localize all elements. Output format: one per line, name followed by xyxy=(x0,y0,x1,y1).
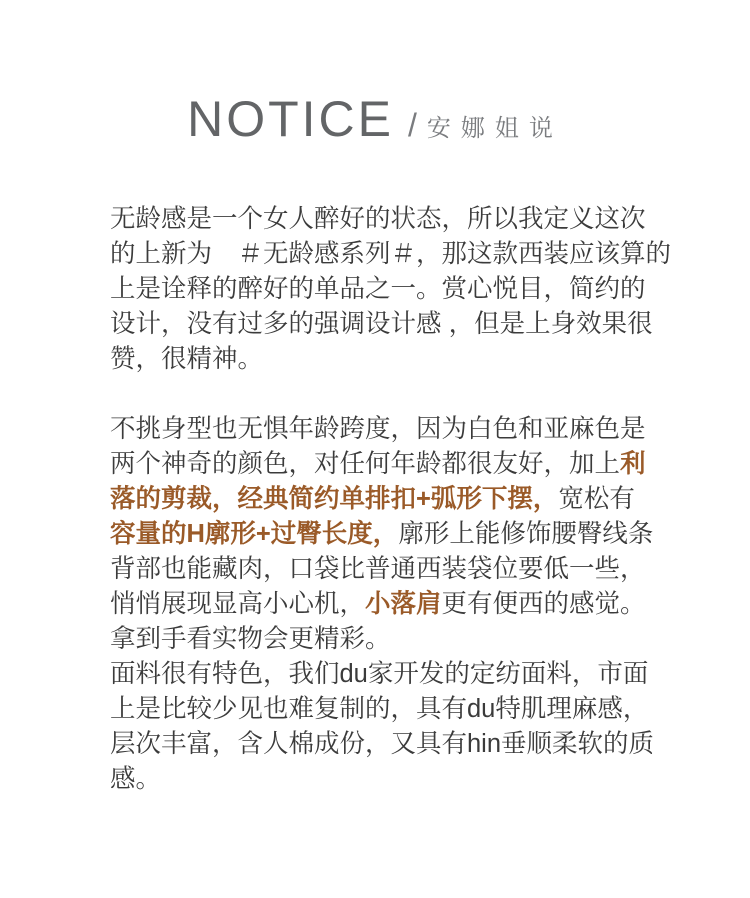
highlighted-text-segment: 小落肩 xyxy=(365,590,442,618)
paragraph xyxy=(110,202,670,377)
text-line xyxy=(110,237,670,272)
article-text xyxy=(110,202,670,797)
slash-separator: / xyxy=(408,107,417,143)
text-line xyxy=(110,412,670,447)
text-segment: 赞，很精神。 xyxy=(110,345,264,373)
text-line xyxy=(110,552,670,587)
text-segment: 不挑身型也无惧年龄跨度，因为白色和亚麻色是 xyxy=(110,415,646,443)
text-segment: 廓形上能修饰腰臀线条 xyxy=(398,520,654,548)
text-segment: 宽松有 xyxy=(558,485,635,513)
text-line xyxy=(110,657,670,692)
text-line xyxy=(110,447,670,482)
text-line xyxy=(110,202,670,237)
text-line xyxy=(110,692,670,727)
text-line xyxy=(110,727,670,762)
text-segment: 设计，没有过多的强调设计感 ，但是上身效果很 xyxy=(110,310,653,338)
text-segment: 两个神奇的颜色，对任何年龄都很友好，加上 xyxy=(110,450,621,478)
text-line xyxy=(110,587,670,622)
text-segment: 悄悄展现显高小心机， xyxy=(110,590,366,618)
text-line xyxy=(110,762,670,797)
text-line xyxy=(110,307,670,342)
text-segment: 感。 xyxy=(110,765,162,793)
text-line xyxy=(110,482,670,517)
text-segment: 层次丰富，含人棉成份，又具有hin垂顺柔软的质 xyxy=(110,730,655,758)
header-subtitle: 安娜姐说 xyxy=(426,115,563,142)
paragraph xyxy=(110,412,670,797)
text-segment: 的上新为 ＃无龄感系列＃，那这款西装应该算的 xyxy=(110,240,672,268)
text-segment: 拿到手看实物会更精彩。 xyxy=(110,625,391,653)
highlighted-text-segment: 利 xyxy=(620,450,646,478)
highlighted-text-segment: 容量的H廓形+过臀长度， xyxy=(110,520,399,548)
text-segment: 上是比较少见也难复制的，具有du特肌理麻感， xyxy=(110,695,649,723)
text-line xyxy=(110,517,670,552)
text-line xyxy=(110,342,670,377)
text-segment: 无龄感是一个女人醉好的状态，所以我定义这次 xyxy=(110,205,646,233)
text-segment: 面料很有特色，我们du家开发的定纺面料，市面 xyxy=(110,660,649,688)
page-header xyxy=(0,91,750,147)
text-segment: 更有便西的感觉。 xyxy=(441,590,646,618)
text-line xyxy=(110,272,670,307)
notice-title: NOTICE xyxy=(187,91,394,147)
text-segment: 背部也能藏肉，口袋比普通西装袋位要低一些， xyxy=(110,555,646,583)
text-segment: 上是诠释的醉好的单品之一。赏心悦目，简约的 xyxy=(110,275,646,303)
highlighted-text-segment: 落的剪裁，经典简约单排扣+弧形下摆， xyxy=(110,485,559,513)
text-line xyxy=(110,622,670,657)
